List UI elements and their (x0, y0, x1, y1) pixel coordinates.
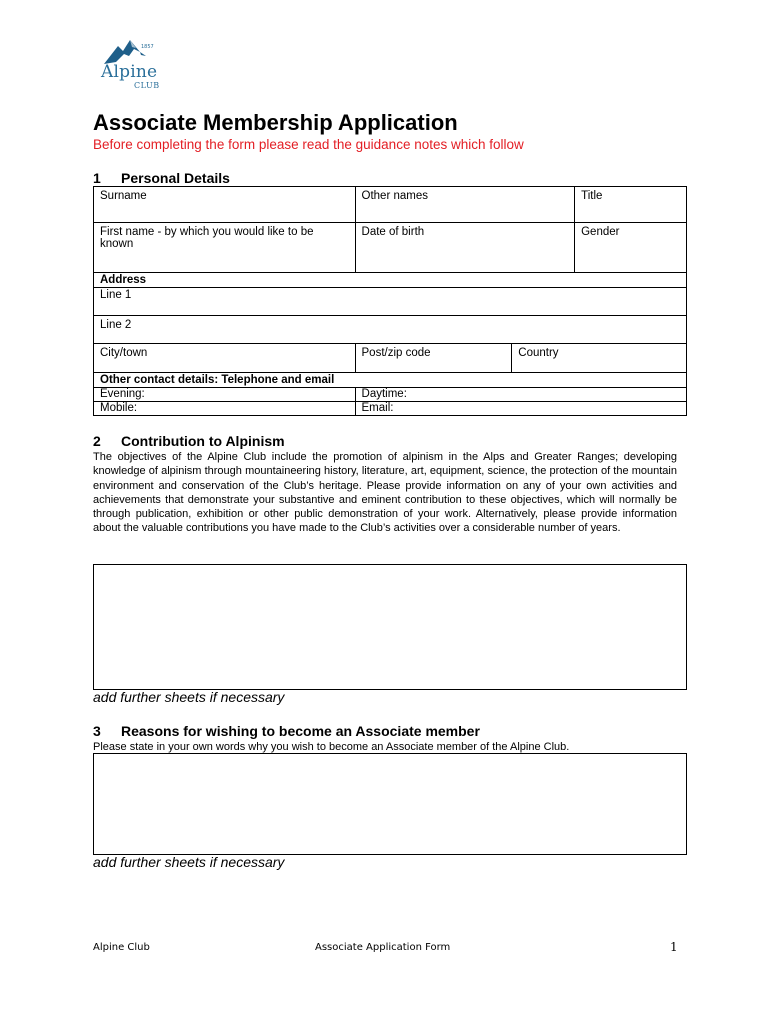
section3-note: add further sheets if necessary (93, 854, 285, 870)
country-label: Country (518, 347, 559, 359)
gender-field[interactable] (575, 223, 687, 273)
section1-title: Personal Details (121, 170, 230, 186)
postcode-label: Post/zip code (361, 347, 431, 359)
section1-number: 1 (93, 170, 101, 186)
daytime-field[interactable] (355, 388, 686, 402)
section2-heading (93, 433, 285, 449)
dob-field[interactable] (355, 223, 575, 273)
dob-label: Date of birth (361, 226, 425, 238)
section2-note: add further sheets if necessary (93, 689, 285, 705)
section3-heading (93, 723, 480, 739)
section3-number: 3 (93, 723, 101, 739)
personal-details-table (93, 186, 687, 416)
footer-left: Alpine Club (93, 942, 150, 953)
page-subtitle: Before completing the form please read the guidance notes which follow (93, 137, 524, 152)
title-label: Title (581, 190, 603, 202)
city-field[interactable] (94, 344, 356, 373)
first-name-label: First name - by which you would like to be known (100, 226, 314, 250)
other-names-field[interactable] (355, 187, 575, 223)
gender-label: Gender (581, 226, 620, 238)
mobile-field[interactable] (94, 402, 356, 416)
address-header (94, 273, 687, 288)
page-number: 1 (670, 940, 678, 954)
svg-text:1857: 1857 (141, 44, 154, 50)
email-field[interactable] (355, 402, 686, 416)
evening-field[interactable] (94, 388, 356, 402)
contact-header (94, 373, 687, 388)
surname-label: Surname (100, 190, 147, 202)
contact-heading: Other contact details: Telephone and email (100, 374, 335, 386)
line2-label: Line 2 (100, 319, 132, 331)
first-name-field[interactable] (94, 223, 356, 273)
reasons-textarea[interactable] (93, 753, 687, 855)
title-field[interactable] (575, 187, 687, 223)
postcode-field[interactable] (355, 344, 512, 373)
footer-center: Associate Application Form (315, 942, 451, 953)
line1-label: Line 1 (100, 289, 132, 301)
section3-paragraph: Please state in your own words why you wish to become an Associate member of the Alpine Club. (93, 741, 570, 753)
email-label: Email: (361, 402, 394, 414)
surname-field[interactable] (94, 187, 356, 223)
section1-heading (93, 170, 230, 186)
country-field[interactable] (512, 344, 687, 373)
page-title: Associate Membership Application (93, 110, 458, 135)
other-names-label: Other names (361, 190, 428, 202)
section2-number: 2 (93, 433, 101, 449)
city-label: City/town (100, 347, 148, 359)
daytime-label: Daytime: (361, 388, 407, 400)
address-line2-field[interactable] (94, 316, 687, 344)
address-label: Address (100, 274, 147, 286)
logo-name: Alpine (101, 62, 158, 82)
contribution-textarea[interactable] (93, 564, 687, 690)
section2-paragraph: The objectives of the Alpine Club include the promotion of alpinism in the Alps and Greater Ranges; developing knowledge of alpinism through mountaineering history, literature, art, equipment, science, the protection of the mountain environment and conservation of the Club’s heritage. Please provide information on any of your own activities and achievements that demonstrate your substantive and eminent contribution to these objectives, which will normally be through publication, exhibition or other public demonstration of your work. Alternatively, please provide information about the valuable contributions you have made to the Club’s activities over a considerable number of years. (93, 451, 677, 535)
evening-label: Evening: (100, 388, 145, 400)
mobile-label: Mobile: (100, 402, 138, 414)
logo-subname: CLUB (134, 81, 160, 90)
section2-title: Contribution to Alpinism (121, 433, 285, 449)
section3-title: Reasons for wishing to become an Associate member (121, 723, 480, 739)
address-line1-field[interactable] (94, 288, 687, 316)
